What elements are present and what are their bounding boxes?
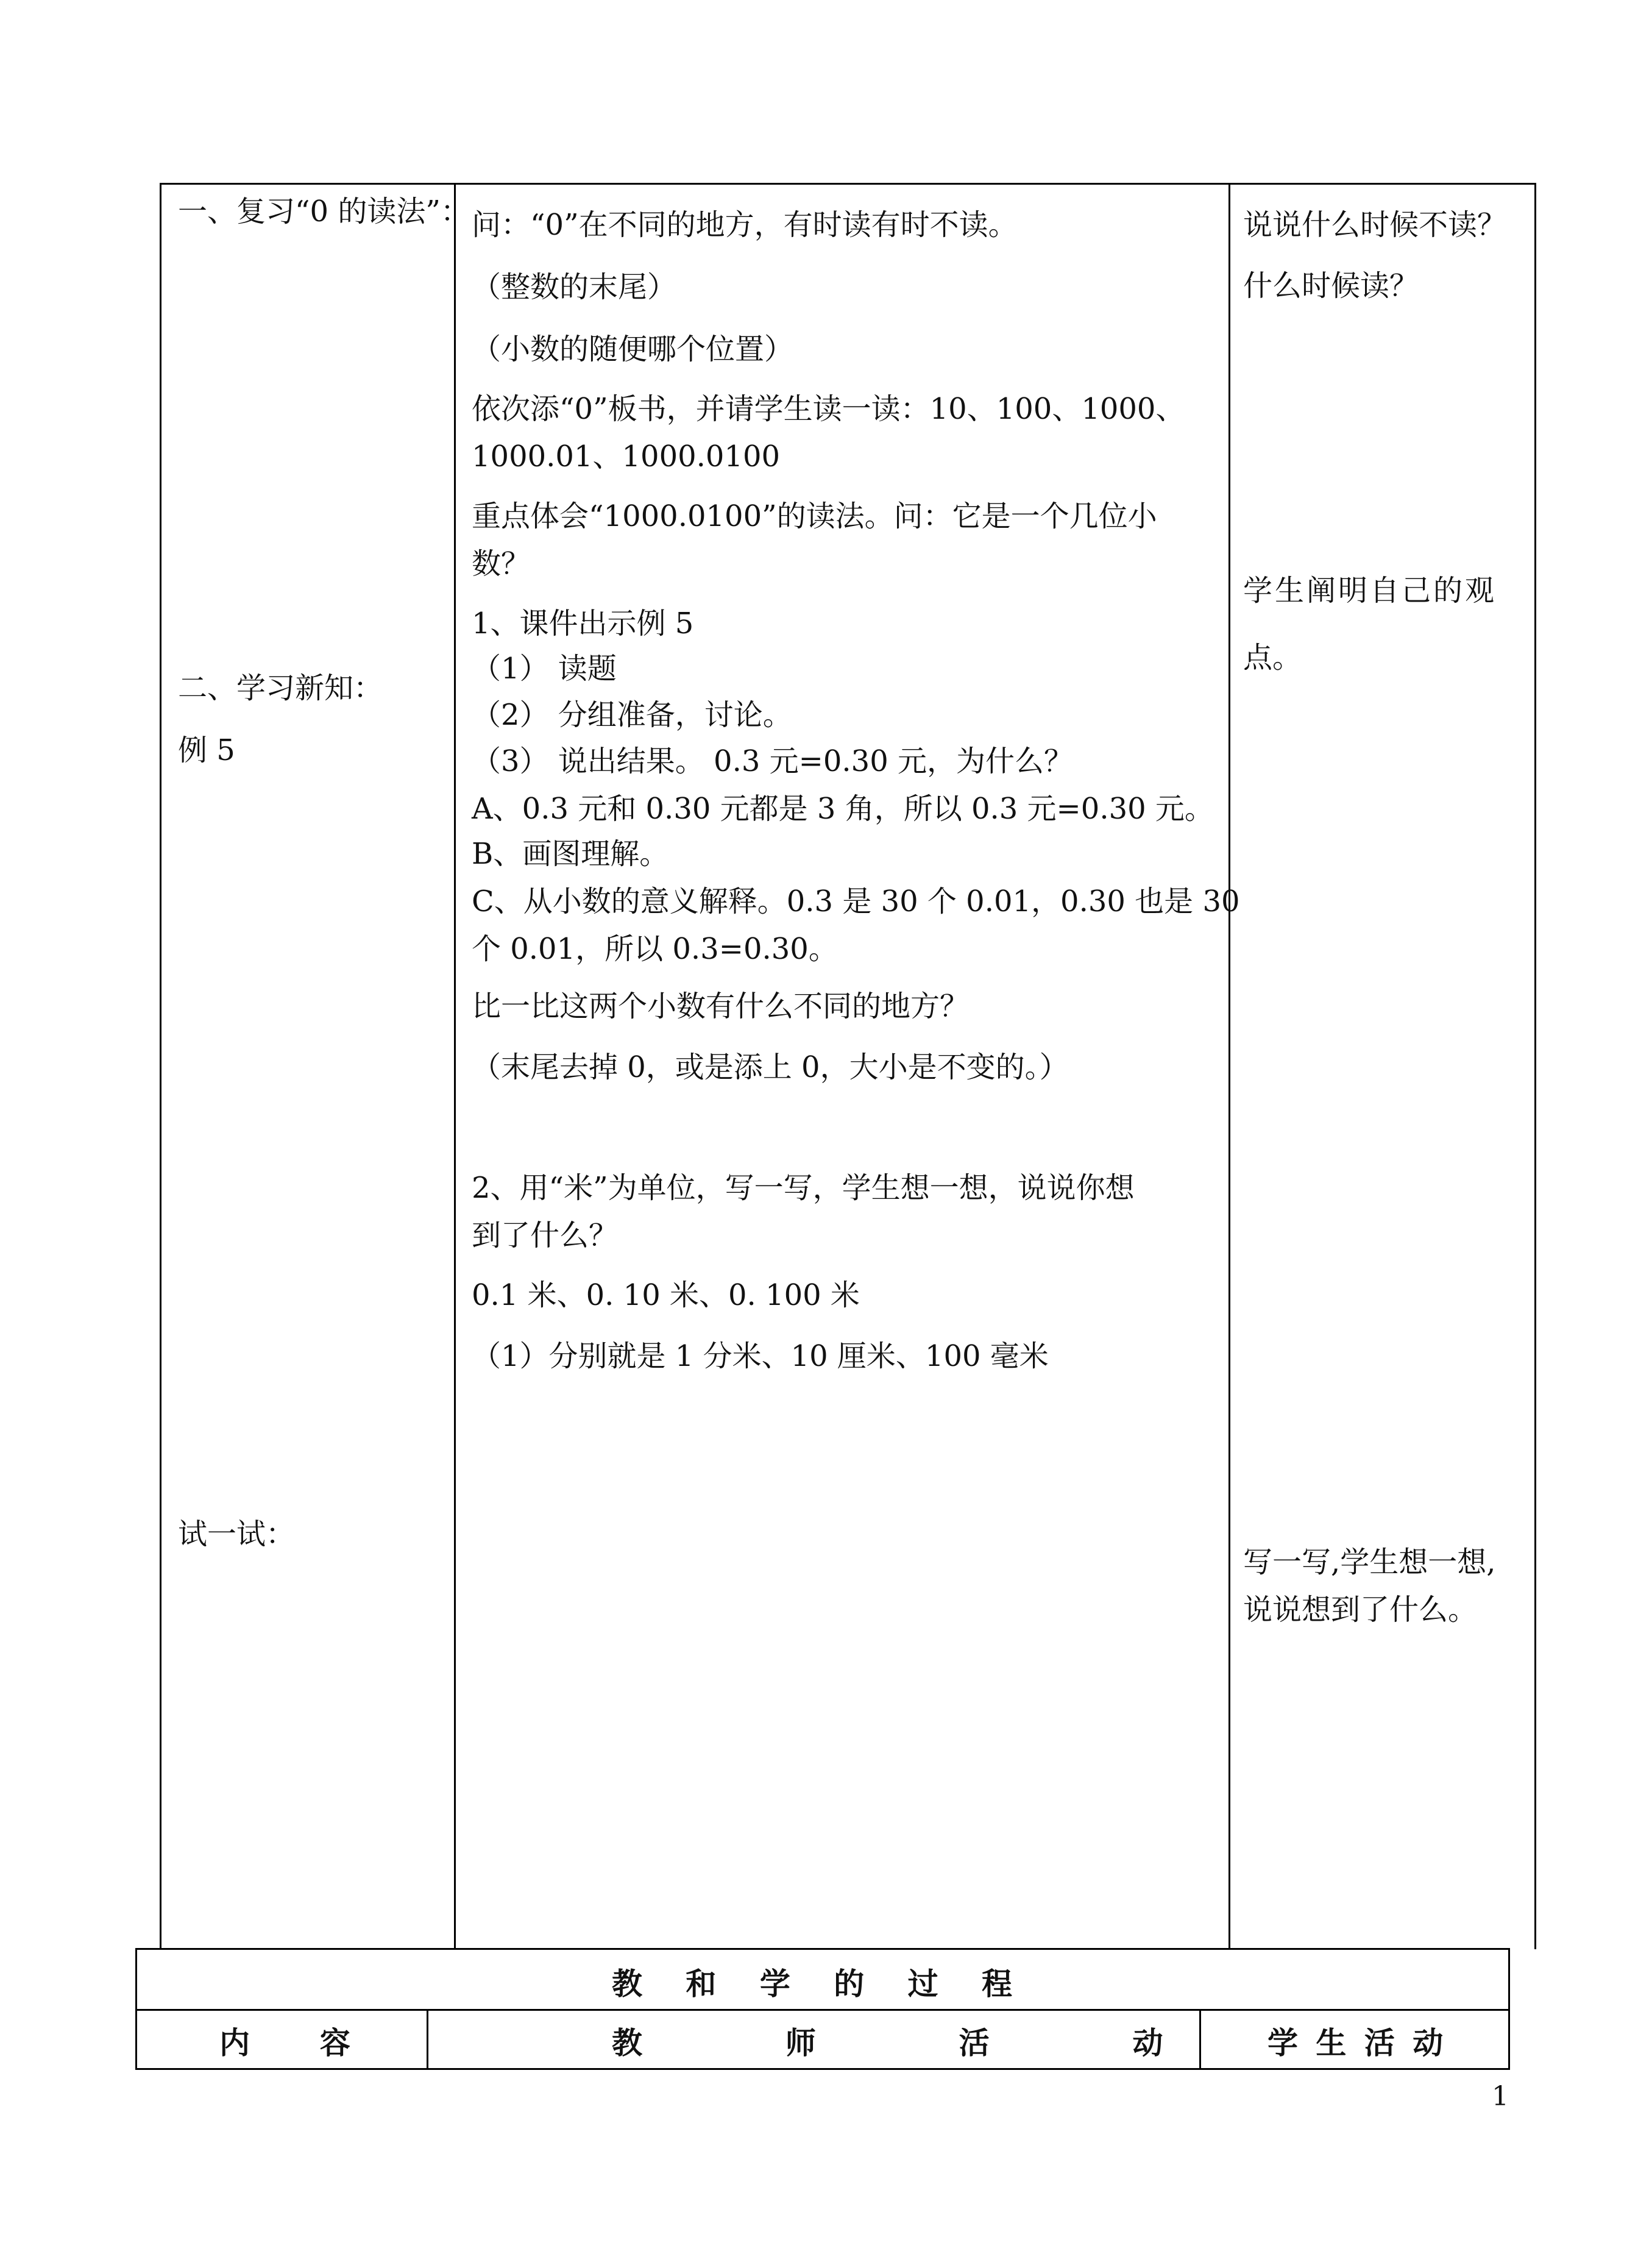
- header-teacher: 教 师 活 动: [612, 2025, 1163, 2061]
- teacher-line: 数？: [472, 547, 531, 581]
- teacher-line: 0.1 米、0. 10 米、0. 100 米: [472, 1278, 860, 1312]
- header-col-divider-2: [1199, 2009, 1201, 2070]
- header-border-left: [135, 1948, 137, 2070]
- header-border-bottom: [135, 2068, 1510, 2070]
- teacher-line: 1000.01、1000.0100: [472, 439, 781, 474]
- header-student: 学 生 活 动: [1268, 2025, 1444, 2061]
- teacher-line: 到了什么？: [472, 1218, 619, 1253]
- teacher-line: 个 0.01，所以 0.3=0.30。: [472, 932, 838, 966]
- student-line: 写一写,学生想一想,: [1243, 1545, 1496, 1579]
- student-line: 说说什么时候不读？: [1243, 208, 1507, 242]
- try-label: 试一试：: [178, 1517, 296, 1551]
- header-row-divider: [135, 2009, 1510, 2011]
- table-border-right: [1534, 183, 1536, 1949]
- teacher-line: 问：“0”在不同的地方，有时读有时不读。: [472, 208, 1018, 242]
- header-border-top: [135, 1948, 1510, 1950]
- teacher-line: A、0.3 元和 0.30 元都是 3 角，所以 0.3 元=0.30 元。: [472, 792, 1214, 826]
- page-number: 1: [1492, 2081, 1509, 2112]
- table-divider-1: [454, 183, 456, 1949]
- teacher-line: （2） 分组准备，讨论。: [472, 698, 792, 732]
- student-line: 什么时候读？: [1243, 269, 1419, 303]
- header-title: 教 和 学 的 过 程: [612, 1966, 1013, 2002]
- teacher-line: C、从小数的意义解释。0.3 是 30 个 0.01，0.30 也是 30: [472, 884, 1240, 919]
- teacher-line: （整数的末尾）: [472, 270, 677, 304]
- table-border-top: [160, 183, 1536, 185]
- teacher-line: （1）分别就是 1 分米、10 厘米、100 毫米: [472, 1339, 1049, 1373]
- header-content: 内 容: [219, 2025, 350, 2061]
- teacher-line: （末尾去掉 0，或是添上 0，大小是不变的。）: [472, 1050, 1069, 1084]
- new-knowledge-label: 二、学习新知：: [178, 671, 383, 705]
- student-line: 说说想到了什么。: [1243, 1593, 1478, 1627]
- teacher-line: 重点体会“1000.0100”的读法。问：它是一个几位小: [472, 499, 1157, 533]
- teacher-line: 1、课件出示例 5: [472, 606, 694, 641]
- teacher-line: （1） 读题: [472, 652, 617, 686]
- example-label: 例 5: [178, 733, 235, 767]
- teacher-line: （3） 说出结果。 0.3 元=0.30 元，为什么？: [472, 744, 1074, 778]
- table-border-left: [160, 183, 161, 1949]
- student-line: 学生阐明自己的观: [1243, 574, 1497, 608]
- student-line: 点。: [1243, 641, 1302, 675]
- teacher-line: 依次添“0”板书，并请学生读一读：10、100、1000、: [472, 392, 1185, 426]
- header-border-right: [1508, 1948, 1510, 2070]
- teacher-line: （小数的随便哪个位置）: [472, 332, 794, 366]
- teacher-line: 比一比这两个小数有什么不同的地方？: [472, 989, 970, 1023]
- review-label: 一、复习“0 的读法”：: [178, 194, 470, 229]
- table-divider-2: [1228, 183, 1230, 1949]
- header-col-divider-1: [427, 2009, 428, 2070]
- teacher-line: 2、用“米”为单位，写一写，学生想一想，说说你想: [472, 1171, 1135, 1205]
- teacher-line: B、画图理解。: [472, 837, 669, 871]
